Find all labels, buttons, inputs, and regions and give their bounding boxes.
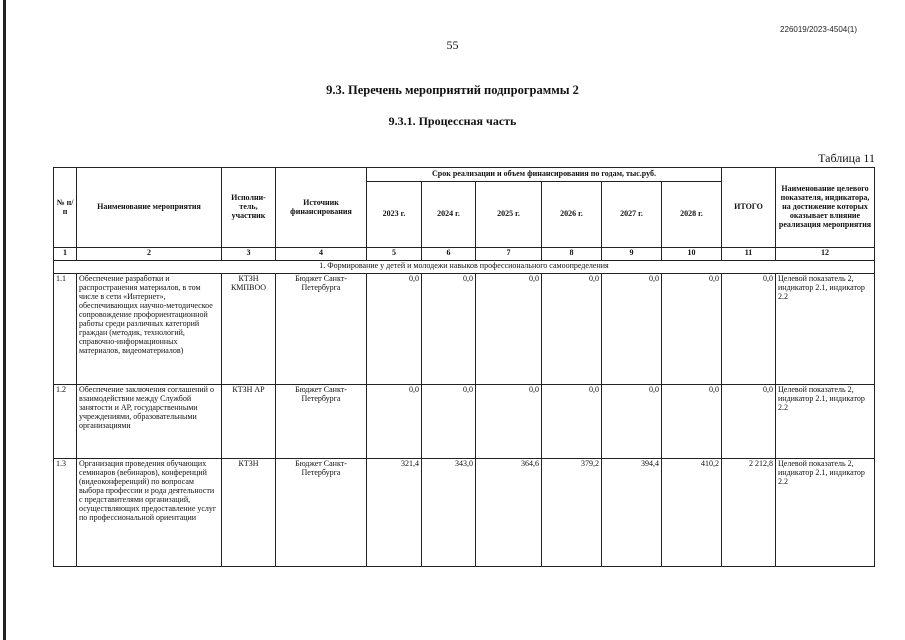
row-num: 1.2 (54, 385, 77, 459)
row-executor: КТЗН КМПВОО (222, 274, 276, 385)
table-label: Таблица 11 (818, 151, 875, 165)
row-num: 1.1 (54, 274, 77, 385)
header-year: 2024 г. (422, 182, 476, 248)
column-index: 12 (776, 248, 875, 261)
header-year: 2023 г. (367, 182, 422, 248)
column-index: 8 (542, 248, 602, 261)
row-value: 0,0 (602, 385, 662, 459)
row-total: 2 212,8 (722, 459, 776, 567)
row-executor: КТЗН (222, 459, 276, 567)
row-num: 1.3 (54, 459, 77, 567)
row-total: 0,0 (722, 385, 776, 459)
column-index: 9 (602, 248, 662, 261)
column-index: 4 (276, 248, 367, 261)
row-value: 0,0 (476, 385, 542, 459)
header-executor: Исполни-тель, участник (222, 168, 276, 248)
header-total: ИТОГО (722, 168, 776, 248)
table-row (54, 385, 875, 459)
section-row-text: 1. Формирование у детей и молодежи навыков профессионального самоопределения (54, 261, 875, 274)
row-indicator: Целевой показатель 2, индикатор 2.1, индикатор 2.2 (776, 459, 875, 567)
header-year: 2027 г. (602, 182, 662, 248)
column-index: 3 (222, 248, 276, 261)
row-source: Бюджет Санкт-Петербурга (276, 274, 367, 385)
table-row (54, 274, 875, 385)
row-value: 343,0 (422, 459, 476, 567)
row-value: 0,0 (422, 385, 476, 459)
header-year: 2028 г. (662, 182, 722, 248)
column-index: 11 (722, 248, 776, 261)
row-value: 364,6 (476, 459, 542, 567)
header-period-group: Срок реализации и объем финансирования по годам, тыс.руб. (367, 168, 722, 182)
header-num: № п/п (54, 168, 77, 248)
header-year: 2025 г. (476, 182, 542, 248)
column-index: 6 (422, 248, 476, 261)
section-row (54, 261, 875, 274)
row-executor: КТЗН АР (222, 385, 276, 459)
row-name: Обеспечение разработки и распространения материалов, в том числе в сети «Интернет», обеспечивающих научно-методическое сопровождение профориентационной работы среди различных категорий граждан (методик, технологий, справочно-информационных материалов, видеоматериалов) (77, 274, 222, 385)
header-source: Источник финансирования (276, 168, 367, 248)
row-total: 0,0 (722, 274, 776, 385)
header-year: 2026 г. (542, 182, 602, 248)
column-index-row (54, 248, 875, 261)
row-value: 0,0 (422, 274, 476, 385)
column-index: 2 (77, 248, 222, 261)
row-source: Бюджет Санкт-Петербурга (276, 459, 367, 567)
row-value: 410,2 (662, 459, 722, 567)
subsection-title: 9.3.1. Процессная часть (388, 114, 517, 128)
row-value: 0,0 (542, 385, 602, 459)
row-value: 0,0 (367, 274, 422, 385)
header-indicator: Наименование целевого показателя, индикатора, на достижение которых оказывает влияние реализация мероприятия (776, 168, 875, 248)
document-id: 226019/2023-4504(1) (780, 25, 857, 34)
row-value: 0,0 (662, 385, 722, 459)
row-name: Организация проведения обучающих семинаров (вебинаров), конференций (видеоконференций) по вопросам выбора профессии и рода деятельности с представителями организаций, осуществляющих предоставление услуг по профессиональной ориентации (77, 459, 222, 567)
page-number: 55 (446, 38, 459, 52)
row-value: 0,0 (542, 274, 602, 385)
column-index: 10 (662, 248, 722, 261)
row-source: Бюджет Санкт-Петербурга (276, 385, 367, 459)
row-name: Обеспечение заключения соглашений о взаимодействии между Службой занятости и АР, государственными учреждениями, образовательными организациями (77, 385, 222, 459)
column-index: 7 (476, 248, 542, 261)
row-value: 379,2 (542, 459, 602, 567)
row-value: 0,0 (662, 274, 722, 385)
table-row (54, 459, 875, 567)
row-value: 394,4 (602, 459, 662, 567)
row-indicator: Целевой показатель 2, индикатор 2.1, индикатор 2.2 (776, 385, 875, 459)
row-value: 321,4 (367, 459, 422, 567)
row-indicator: Целевой показатель 2, индикатор 2.1, индикатор 2.2 (776, 274, 875, 385)
row-value: 0,0 (367, 385, 422, 459)
header-name: Наименование мероприятия (77, 168, 222, 248)
column-index: 1 (54, 248, 77, 261)
section-title: 9.3. Перечень мероприятий подпрограммы 2 (326, 83, 579, 97)
row-value: 0,0 (476, 274, 542, 385)
row-value: 0,0 (602, 274, 662, 385)
column-index: 5 (367, 248, 422, 261)
measures-table (53, 167, 875, 567)
